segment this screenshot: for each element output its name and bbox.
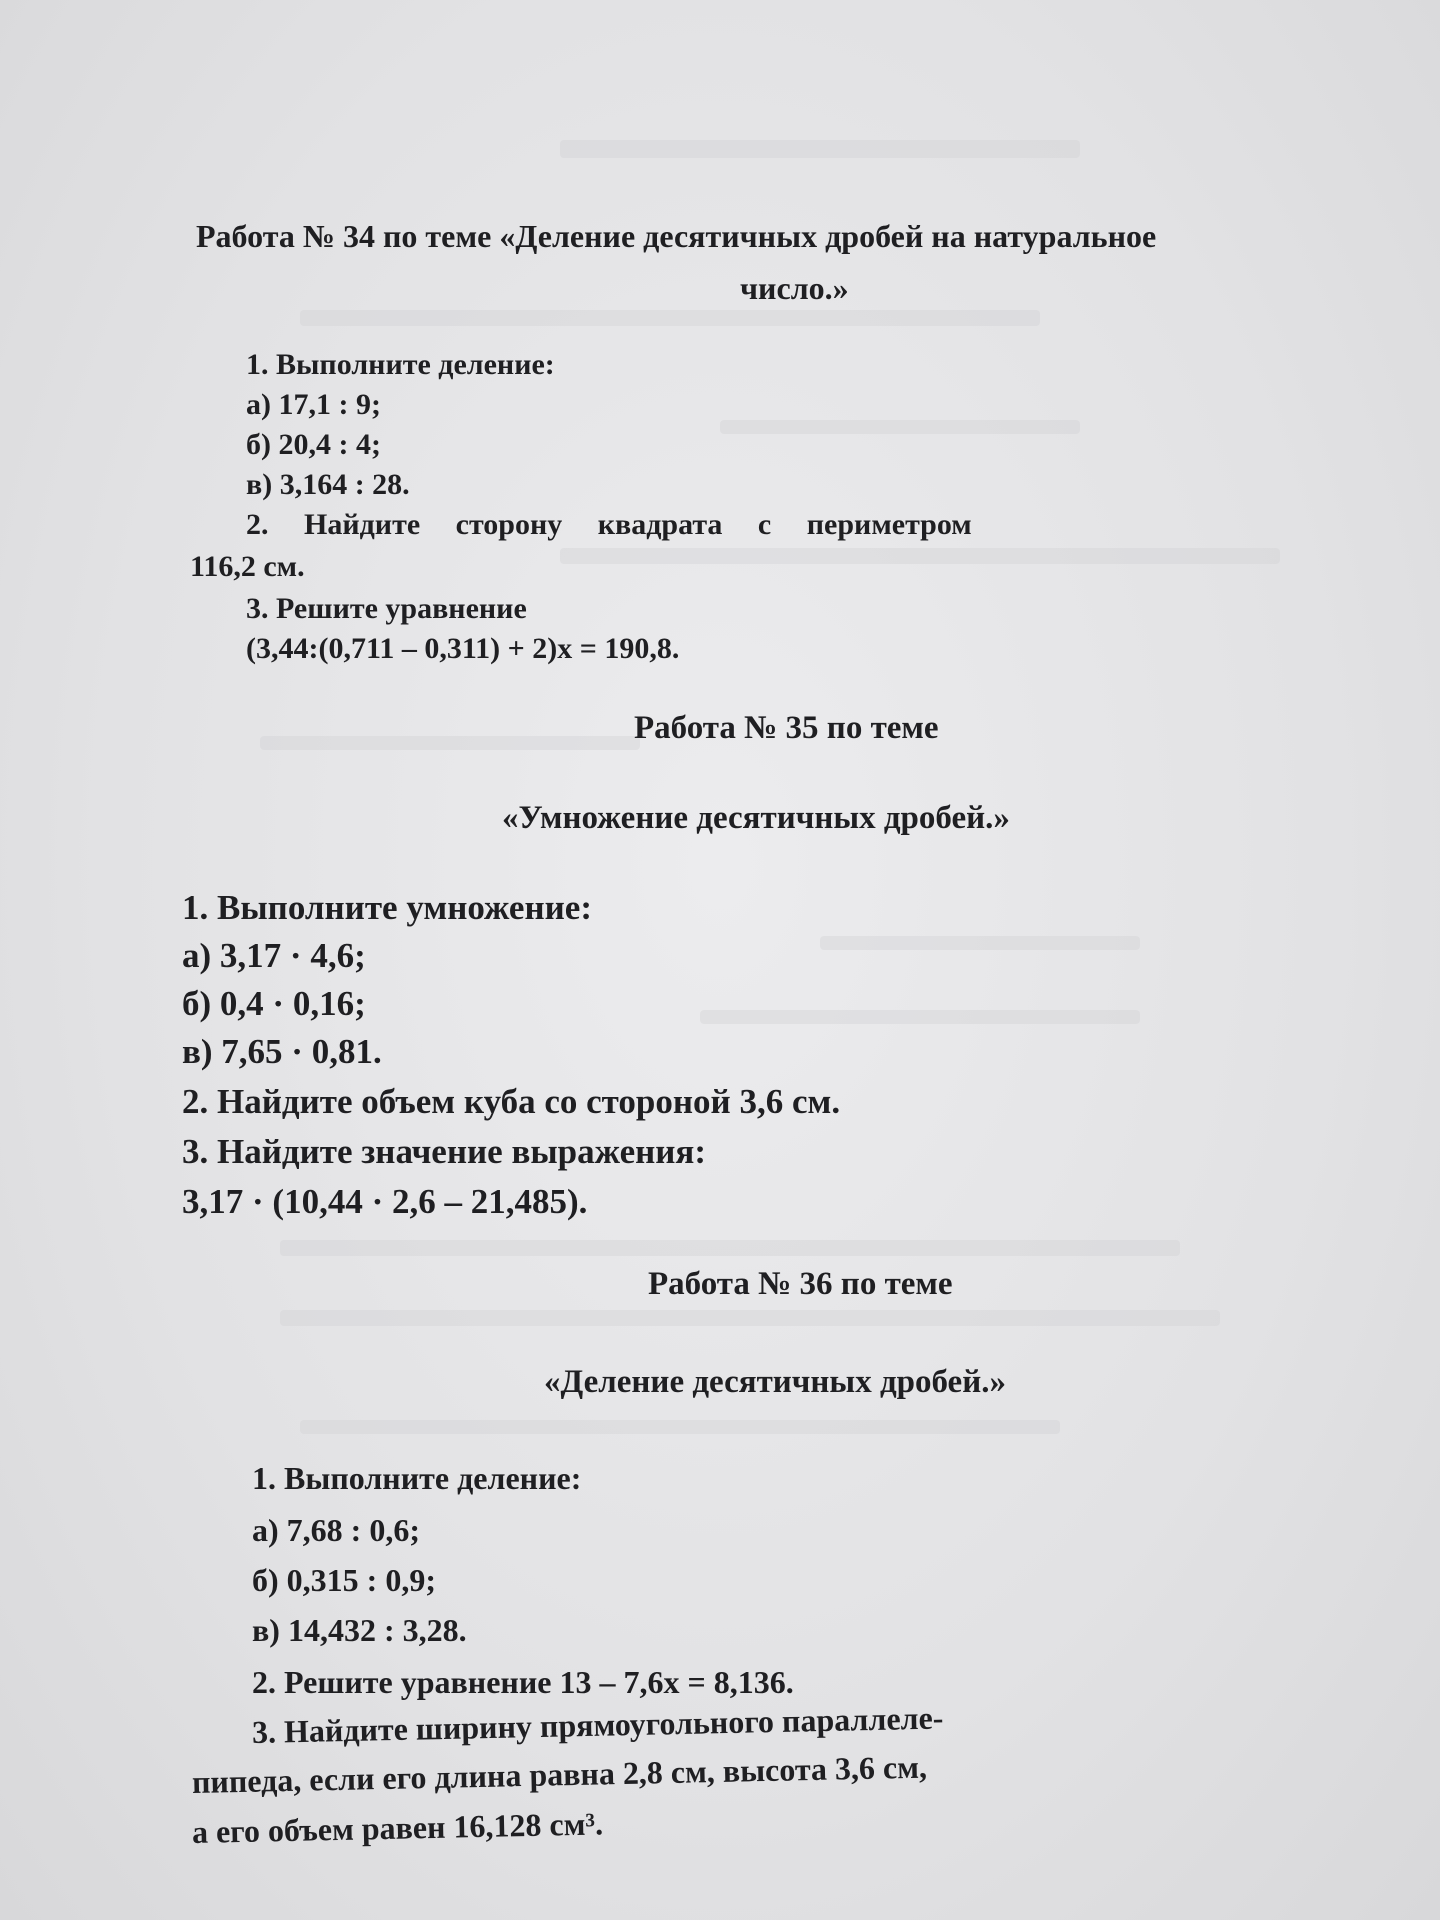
work-35-title: Работа № 35 по теме	[634, 710, 939, 746]
work-35-task-2: 2. Найдите объем куба со стороной 3,6 см.	[182, 1082, 841, 1121]
work-36-title: Работа № 36 по теме	[648, 1266, 953, 1302]
work-35-task-1a: а) 3,17 · 4,6;	[182, 936, 366, 975]
work-36-task-1: 1. Выполните деление:	[252, 1460, 582, 1496]
work-36-task-2: 2. Решите уравнение 13 – 7,6x = 8,136.	[252, 1664, 794, 1700]
work-34-task-2-cont: 116,2 см.	[190, 550, 305, 583]
work-34-task-2: 2. Найдите сторону квадрата с периметром	[246, 508, 972, 541]
bleed-through-mark	[280, 1240, 1180, 1256]
work-36-task-1c: в) 14,432 : 3,28.	[252, 1612, 467, 1648]
work-35-task-1: 1. Выполните умножение:	[182, 888, 592, 927]
bleed-through-mark	[300, 1420, 1060, 1434]
bleed-through-mark	[720, 420, 1080, 434]
work-35-task-1c: в) 7,65 · 0,81.	[182, 1032, 382, 1071]
work-36-topic: «Деление десятичных дробей.»	[544, 1364, 1006, 1400]
bleed-through-mark	[560, 548, 1280, 564]
work-34-task-3: 3. Решите уравнение	[246, 592, 527, 625]
bleed-through-mark	[820, 936, 1140, 950]
bleed-through-mark	[280, 1310, 1220, 1326]
work-36-task-1b: б) 0,315 : 0,9;	[252, 1562, 436, 1598]
work-35-task-1b: б) 0,4 · 0,16;	[182, 984, 366, 1023]
work-34-task-3-equation: (3,44:(0,711 – 0,311) + 2)x = 190,8.	[246, 632, 680, 665]
work-35-task-3-expression: 3,17 · (10,44 · 2,6 – 21,485).	[182, 1182, 588, 1221]
work-36-task-3-cont: пипеда, если его длина равна 2,8 см, высота 3,6 см,	[191, 1748, 928, 1800]
work-34-task-1a: а) 17,1 : 9;	[246, 388, 381, 421]
work-36-task-3-end: а его объем равен 16,128 см³.	[191, 1805, 604, 1850]
work-34-title-cont: число.»	[740, 270, 849, 306]
work-34-title: Работа № 34 по теме «Деление десятичных дробей на натуральное	[196, 218, 1157, 254]
work-34-task-1b: б) 20,4 : 4;	[246, 428, 381, 461]
work-36-task-1a: а) 7,68 : 0,6;	[252, 1512, 420, 1548]
work-34-task-1c: в) 3,164 : 28.	[246, 468, 410, 501]
bleed-through-mark	[300, 310, 1040, 326]
bleed-through-mark	[700, 1010, 1140, 1024]
bleed-through-mark	[260, 736, 640, 750]
work-36-task-3: 3. Найдите ширину прямоугольного параллеле-	[251, 1699, 944, 1750]
bleed-through-mark	[560, 140, 1080, 158]
work-35-topic: «Умножение десятичных дробей.»	[502, 800, 1010, 836]
work-35-task-3: 3. Найдите значение выражения:	[182, 1132, 707, 1171]
work-34-task-1: 1. Выполните деление:	[246, 348, 555, 381]
